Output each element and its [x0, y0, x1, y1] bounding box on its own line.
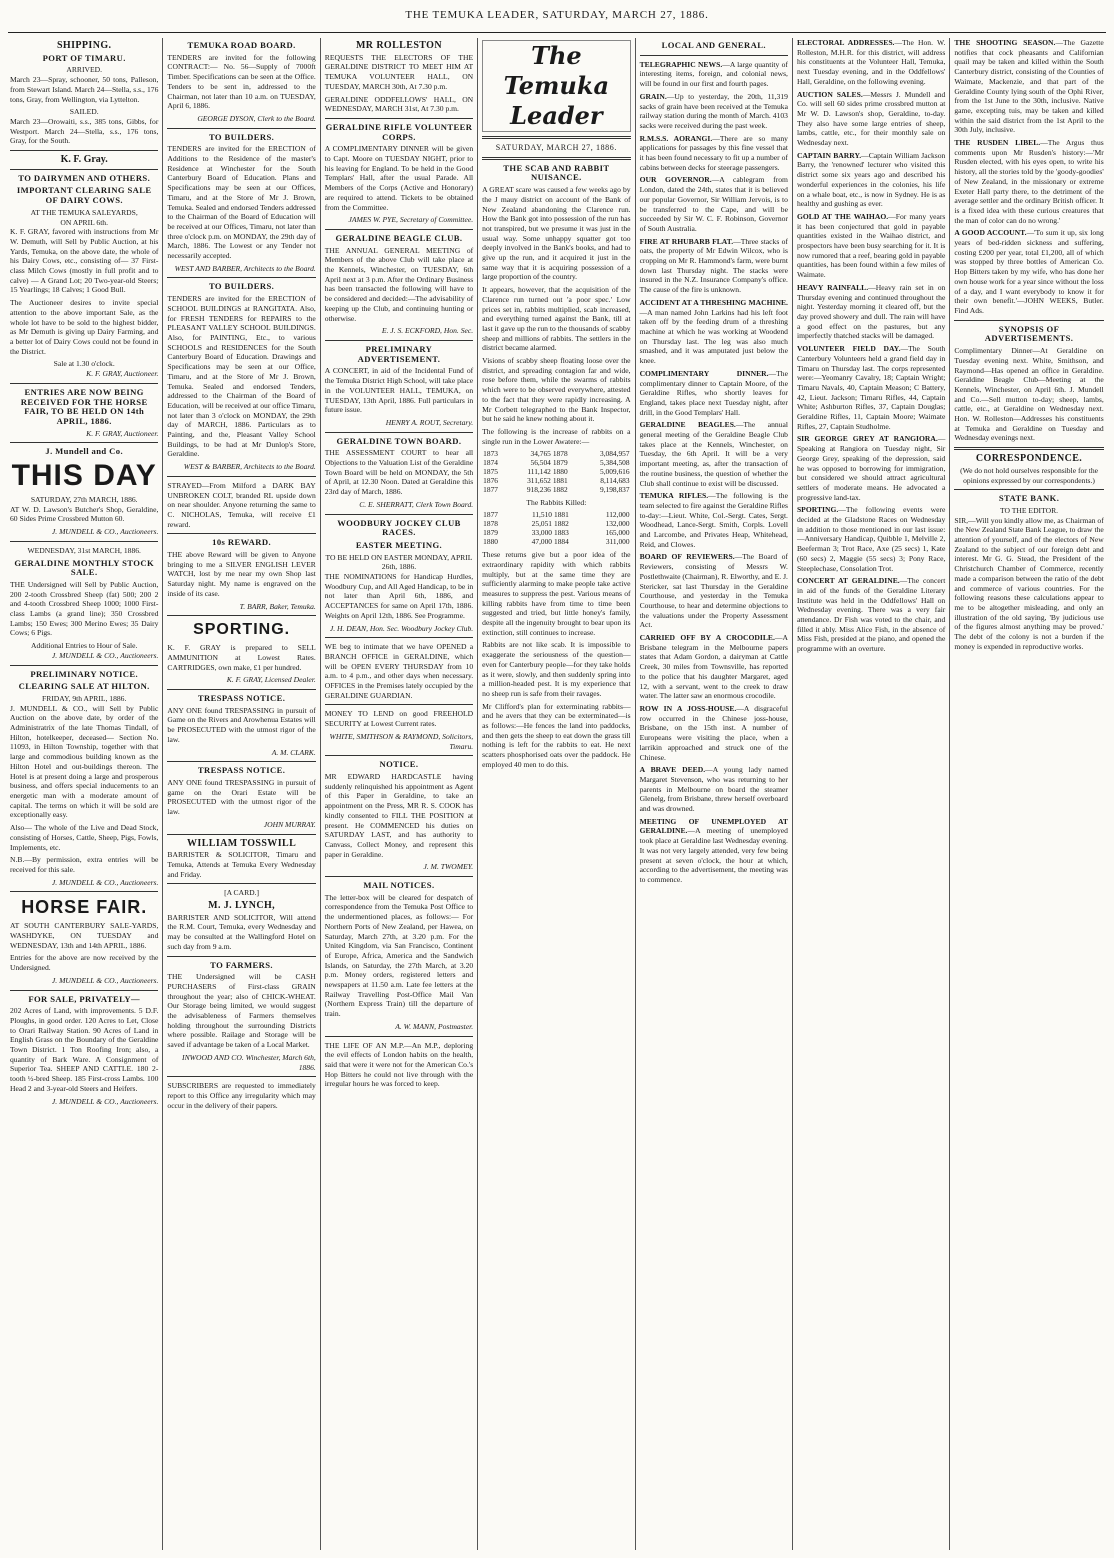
rolleston-text: REQUESTS THE ELECTORS OF THE GERALDINE DISTRICT TO MEET HIM AT TEMUKA VOLUNTEER HALL, ON TUESDAY, MARCH 30th, At 7.30 p.m. — [324, 52, 474, 91]
editor-heading: TO THE EDITOR. — [1000, 505, 1059, 515]
mundell-name: J. Mundell and Co. — [45, 446, 124, 457]
rifle-text: A COMPLIMENTARY DINNER will be given to Capt. Moore on TUESDAY NIGHT, prior to his leaving for England. To be held in the Good Templars' Hall, after the usual Parade. All Members of the Corps (Active and Honorary) are required to attend. Tickets to be obtained from the Committee. — [324, 144, 474, 212]
beagle-text: THE ANNUAL GENERAL MEETING of Members of the above Club will take place at the Kennels, Winchester, on TUESDAY, 6th April next at 3 p.m. After the Ordinary Business has been transacted the following will have to be considered and decided:—The advisability of keeping up the Club, and continuing hunting or otherwise. — [324, 245, 474, 323]
news-item: ROW IN A JOSS-HOUSE.—A disgraceful row occurred in the Chinese joss-house, Brisbane, on the 15th inst. A number of Europeans were visiting the place, when a larrikin approached and struck one of the Chinese. — [639, 704, 788, 762]
trespass2-signature: JOHN MURRAY. — [263, 819, 316, 829]
divider — [325, 514, 473, 515]
subscribers-text: SUBSCRIBERS are requested to immediately report to this Office any irregularity which may occur in the delivery of their papers. — [167, 1081, 316, 1110]
divider — [167, 128, 315, 129]
table-row: 1875 111,142 1880 5,009,616 — [483, 467, 630, 477]
rolleston-heading: MR ROLLESTON — [355, 40, 442, 51]
divider — [167, 615, 315, 616]
news-item: SPORTING.—The following events were decided at the Gladstone Races on Wednesday in addition to those mentioned in our last issue:—Anniversary Handicap, Quibble 1, Melville 2, Beeferman 3; Trot Race, Axe (25 secs) 1, Kate (60 secs) 2, Maggie (55 secs) 3; Pony Race, Steeplechase, Consolation Trot. — [796, 505, 946, 573]
divider — [10, 541, 158, 542]
easter-signature: J. H. DEAN, Hon. Sec. Woodbury Jockey Club. — [329, 623, 474, 633]
issue-date: SATURDAY, MARCH 27, 1886. — [495, 143, 617, 152]
easter-text: THE NOMINATIONS for Handicap Hurdles, Woodbury Cup, and All Aged Handicap, to be in not later than April 6th, 1886, and ACCEPTANCES for same on April 17th, 1886. Weights on April 12th, 1886. See Programme. — [324, 572, 474, 620]
monthly-note: Additional Entries to Hour of Sale. — [31, 641, 138, 651]
news-item: TELEGRAPHIC NEWS.—A large quantity of interesting items, foreign, and colonial news, will be found in our first and fourth pages. — [639, 59, 788, 89]
synopsis-text: Complimentary Dinner—At Geraldine on Tuesday evening next. White, Smithson, and Raymond—Has opened an office in Geraldine. Geraldine Beagle Club—Meeting at the Kennels, Winchester, on April 6th. J. Mundell and Co.—Sell mutton to-day; sheep, lambs, cattle, etc., at Geraldine on Wednesday next. Hon. W. Rolleston—Addresses his constituents at Temuka and Geraldine on Tuesday and Wednesday evenings next. — [954, 346, 1104, 443]
state-bank-heading: STATE BANK. — [998, 493, 1060, 504]
scab-paragraph: Visions of scabby sheep floating loose over the district, and spreading contagion far and wide, rose before them, while the swarms of rabbits which were to be observed everywhere, attested to the fact that they were rapidly increasing. A Mr Corbett telegraphed to the Bank Inspector, but he said he knew nothing about it. — [482, 356, 631, 424]
strayed-text: STRAYED—From Milford a DARK BAY UNBROKEN COLT, branded RL upside down on near shoulder. Anyone returning the same to C. NICHOLAS, Temuka, will receive £1 reward. — [167, 480, 316, 529]
sailed-label: SAILED. — [69, 107, 99, 117]
gray-time: Sale at 1.30 o'clock. — [53, 359, 115, 369]
easter-sub: TO BE HELD ON EASTER MONDAY, APRIL 26th, 1886. — [325, 552, 473, 572]
trespass2-text: ANY ONE found TRESPASSING in pursuit of game on the Orari Estate will be PROSECUTED with the utmost rigor of the law. — [167, 778, 316, 817]
news-item: AUCTION SALES.—Messrs J. Mundell and Co. will sell 60 sides prime crossbred mutton at Mr W. D. Lawson's shop, Geraldine, to-day. They also have some large entries of sheep, lambs, cattle, etc., for their monthly sale on Wednesday next. — [796, 89, 946, 148]
mail-heading: MAIL NOTICES. — [363, 880, 435, 891]
this-day-banner: THIS DAY — [11, 459, 157, 493]
this-day-date: SATURDAY, 27th MARCH, 1886. — [30, 495, 138, 505]
monthly-heading: GERALDINE MONTHLY STOCK SALE. — [14, 557, 155, 578]
tosswill-name: WILLIAM TOSSWILL — [187, 837, 297, 849]
table-row: 1880 47,000 1884 311,000 — [483, 537, 630, 547]
sporting-text: K. F. GRAY is prepared to SELL AMMUNITION at Lowest Rates. CARTRIDGES, own make, £1 per hundred. — [167, 643, 316, 672]
masthead-rule — [8, 32, 1106, 33]
date-line: ON APRIL 6th. — [60, 217, 108, 227]
hilton-nb: N.B.—By permission, extra entries will be received for this sale. — [10, 855, 159, 874]
divider — [167, 476, 315, 477]
scab-heading: THE SCAB AND RABBIT NUISANCE. — [503, 162, 610, 183]
correspondence-heading: CORRESPONDENCE. — [975, 453, 1083, 465]
sailed-text: March 23—Orowaiti, s.s., 385 tons, Gibbs, for Westport. March 24—Stella, s.s., 176 tons, Gray, for the South. — [10, 116, 159, 146]
trespass2-heading: TRESPASS NOTICE. — [197, 765, 286, 776]
divider — [325, 637, 473, 638]
column-5 — [636, 38, 793, 1550]
trespass-text: ANY ONE found TRESPASSING in pursuit of Game on the Rivers and Arowhenua Estates will be PROSECUTED with the utmost rigor of the law. — [167, 705, 316, 744]
builders-signature: WEST AND BARBER, Architects to the Board. — [174, 263, 316, 273]
divider — [10, 150, 158, 151]
table-row: 1874 56,504 1879 5,384,508 — [483, 458, 630, 468]
divider — [325, 340, 473, 341]
scab-paragraph: It appears, however, that the acquisition of the Clarence run turned out 'a poor spec.' Low prices set in, rabbits multiplied, scab increased, and everything turned against the Bank, till at last it gave up the run to the thousands of scabby sheep and millions of rabbits. The settlers in the district became alarmed. — [482, 285, 631, 353]
table-row: 1877 11,510 1881 112,000 — [483, 510, 630, 520]
gray-signature: K. F. GRAY, Auctioneer. — [86, 369, 159, 379]
gray-note: The Auctioneer desires to invite special attention to the above important Sale, as the whole lot have to be sold to the highest bidder, as Mr Demuth is giving up Dairy Farming, and a better lot of Dairy Cows could not be found in the District. — [10, 298, 159, 356]
easter-heading: EASTER MEETING. — [355, 539, 443, 550]
trespass-signature: A. M. CLARK. — [271, 747, 316, 757]
farmers-heading: TO FARMERS. — [210, 959, 273, 970]
divider — [167, 277, 315, 278]
column-3 — [321, 38, 478, 1550]
notice-signature: J. M. TWOMEY. — [423, 862, 474, 872]
news-item: GRAIN.—Up to yesterday, the 20th, 11,319 sacks of grain have been received at the Temuka railway station during the month of March. 4103 sacks were received during the past week. — [639, 91, 788, 130]
divider — [167, 883, 315, 884]
skins-table — [482, 449, 630, 494]
table-row: 1877 918,236 1882 9,198,837 — [483, 485, 630, 495]
entries-heading: ENTRIES ARE NOW BEING RECEIVED FOR THE HORSE FAIR, TO BE HELD ON 14th APRIL, 1886. — [20, 386, 148, 426]
divider — [10, 169, 158, 170]
divider — [10, 665, 158, 666]
hilton-signature: J. MUNDELL & CO., Auctioneers. — [51, 877, 159, 887]
scab-paragraph: Mr Clifford's plan for exterminating rabbits—and he avers that they can be exterminated—is as follows:—He fences the land into paddocks, and then gets the sheep to eat down the grass till nothing is left for the rabbits to eat. He next scatters phosphorised oats over the paddock. He employed 40 men to do this. — [482, 701, 631, 769]
builders-text: TENDERS are invited for the ERECTION of Additions to the Residence of the master's Residence at Winchester for the South Canterbury Board of Education. Plans and Specifications may be seen at our Offices, Timaru, and at the Store of Mr J. Brown, Temuka. Sealed and endorsed Tenders addressed to the Chairman of the Board of Education will be received at our Offices, Timaru, not later than three o'clock p.m. on MONDAY, the 29th day of March, 1886. The Lowest or any Tender not necessarily accepted. — [167, 144, 316, 261]
jockey-heading: WOODBURY JOCKEY CLUB RACES. — [337, 517, 461, 538]
divider — [10, 383, 158, 384]
nameplate: The Temuka Leader — [482, 40, 630, 132]
port-heading: PORT OF TIMARU. — [42, 52, 126, 63]
divider — [640, 55, 788, 56]
news-item: CARRIED OFF BY A CROCODILE.—A Brisbane telegram in the Melbourne papers states that Adam Gordon, a dairyman at Cattle Creek, 30 miles from Townsville, has reported to the police that his daughter Margaret, aged 12, with a servant, went to the creek to draw water. The latter saw an enormous crocodile. — [639, 633, 788, 701]
lynch-name: M. J. LYNCH, — [208, 900, 276, 912]
notice-heading: NOTICE. — [379, 759, 419, 770]
divider — [167, 834, 315, 835]
road-signature: GEORGE DYSON, Clerk to the Board. — [197, 113, 316, 123]
card-label: [A CARD.] — [224, 888, 260, 898]
divider — [167, 761, 315, 762]
masthead-title: THE TEMUKA LEADER, SATURDAY, MARCH 27, 1886. — [405, 9, 709, 21]
sporting-banner: SPORTING. — [193, 621, 291, 639]
news-item: CAPTAIN BARRY.—Captain William Jackson Barry, the 'renowned' lecturer who visited this district some six years ago and described his wonderful experiences in the colonies, his life on a whale boat, etc., is now in Sydney. He is as healthy and gushing as ever. — [796, 150, 946, 209]
news-item: THE SHOOTING SEASON.—The Gazette notifies that cock pheasants and Californian quail may be taken and killed within the South Canterbury district, consisting of the Counties of Waimate, Mackenzie, and that part of the Geraldine County lying south of the Ophi River, from the 1st June to the 30th, inclusive. Native game, excepting tuis, may be taken and killed within the said district from the 1st April to the 30th July, inclusive. — [954, 38, 1104, 135]
entries-signature: K. F. GRAY, Auctioneer. — [86, 428, 159, 438]
branch-text: WE beg to intimate that we have OPENED a BRANCH OFFICE in GERALDINE, which will be OPEN EVERY THURSDAY from 10 a.m. to 4 p.m., and other days when necessary. OFFICES in the Premises lately occupied by the GERALDINE GUARDIAN. — [324, 642, 474, 700]
private-heading: FOR SALE, PRIVATELY— — [28, 993, 141, 1004]
horse-fair-banner: HORSE FAIR. — [21, 897, 148, 918]
tosswill-text: BARRISTER & SOLICITOR, Timaru and Temuka, Attends at Temuka Every Wednesday and Friday. — [167, 850, 316, 879]
shipping-heading: SHIPPING. — [56, 40, 112, 51]
yards-line: AT THE TEMUKA SALEYARDS, — [30, 207, 138, 217]
builders-heading: TO BUILDERS. — [208, 131, 275, 142]
money-signature: WHITE, SMITHSON & RAYMOND, Solicitors, Timaru. — [329, 731, 474, 751]
notice-text: MR EDWARD HARDCASTLE having suddenly relinquished his appointment as Agent of this Paper in Geraldine, to take an appointment on the Press, MR R. S. COOK has kindly consented to FILL THE POSITION at present. He COMMENCED his duties on SATURDAY LAST, and has authority to Canvass, Collect Money, and represent this paper in Geraldine. — [324, 772, 474, 859]
road-text: TENDERS are invited for the following CONTRACT:— No. 56—Supply of 7000ft Timber. Specifications can be seen at the Office. Tenders to be sent in, addressed to the Chairman, not later than 10 a.m. on TUESDAY, April 6, 1886. — [167, 52, 316, 111]
divider — [167, 689, 315, 690]
table-row: 1876 311,652 1881 8,114,683 — [483, 476, 630, 486]
news-item: HEAVY RAINFALL.—Heavy rain set in on Thursday evening and continued throughout the night. Yesterday morning it cleared off, but the day proved showery and dull. The rain will have a good effect on the pastures, but any imperfectly thatched stacks will be damaged. — [796, 282, 946, 341]
money-text: MONEY TO LEND on good FREEHOLD SECURITY at Lowest Current rates. — [324, 709, 474, 729]
divider — [325, 1036, 473, 1037]
table-row: 1878 25,051 1882 132,000 — [483, 519, 630, 529]
news-item: OUR GOVERNOR.—A cablegram from London, dated the 24th, states that it is believed our popular Governor, Sir William Jervois, is to be transferred to the Cape, and will be succeeded by Sir W. C. F. Robinson, Governor of South Australia. — [639, 175, 788, 233]
table-intro: The following is the increase of rabbits on a single run in the Lower Awatere:— — [482, 426, 631, 446]
column-2 — [163, 38, 320, 1550]
hilton-also: Also— The whole of the Live and Dead Stock, consisting of Horses, Cattle, Sheep, Pigs, Fowls, Implements, etc. — [10, 823, 159, 852]
townboard-text: THE ASSESSMENT COURT to hear all Objections to the Valuation List of the Geraldine Town Board will be held on MONDAY, the 5th of April, at 12.30 Noon. Dated at Geraldine this 23rd day of March, 1886. — [324, 448, 474, 497]
divider — [167, 956, 315, 957]
hilton-heading: CLEARING SALE AT HILTON. — [18, 681, 150, 692]
news-item: FIRE AT RHUBARB FLAT.—Three stacks of oats, the property of Mr Edwin Wilcox, who is cropping on Mr R. Hammond's farm, were burnt down last Thursday night. The stacks were insured in the N.Z. Insurance Company's office. The cause of the fire is unknown. — [639, 236, 788, 295]
table-row: 1873 34,765 1878 3,084,957 — [483, 449, 630, 459]
divider — [10, 990, 158, 991]
divider — [954, 489, 1103, 490]
reward-heading: 10s REWARD. — [212, 537, 271, 548]
divider — [954, 320, 1103, 321]
news-item: MEETING OF UNEMPLOYED AT GERALDINE.—A meeting of unemployed took place at Geraldine last Wednesday evening. It was not very largely attended, very few being present at seven o'clock, the hour at which, according to the advertisement, the meeting was to commence. — [639, 816, 788, 884]
private-signature: J. MUNDELL & CO., Auctioneers. — [51, 1096, 159, 1106]
beagle-heading: GERALDINE BEAGLE CLUB. — [335, 232, 463, 243]
dairy-heading: TO DAIRYMEN AND OTHERS. — [18, 172, 151, 183]
horse-fair-text: AT SOUTH CANTERBURY SALE-YARDS, WASHDYKE, ON TUESDAY and WEDNESDAY, 13th and 14th APRIL, 1886. — [10, 921, 159, 950]
news-item: ACCIDENT AT A THRESHING MACHINE.—A man named John Larkins had his left foot taken off by the feeding drum of a threshing machine at which he was working at Woodend on Thursday last. The leg was also much smashed, and it was amputated just below the knee. — [639, 297, 788, 366]
beagle-signature: E. J. S. ECKFORD, Hon. Sec. — [381, 326, 474, 336]
scab-paragraph: Rabbits are not like scab. It is impossible to exaggerate the seriousness of the question—even for Canterbury people—for they take holds as it were, slowly, and then suddenly spring into a million-headed pest. It is my experience that no sheep run is safe from their ravages. — [482, 640, 631, 698]
news-item: CONCERT AT GERALDINE.—The concert in aid of the funds of the Geraldine Literary Institute was held in the Oddfellows' Hall on Wednesday evening. There was a very fair attendance. Dr Fish was voted to the chair, and filled it ably. Miss Alice Fish, in the absence of Miss Fish, presided at the piano, and opened the programme with an overture. — [796, 576, 946, 654]
divider — [325, 229, 473, 230]
lawson-signature: J. MUNDELL & CO., Auctioneers. — [51, 527, 159, 537]
scab-paragraph: A GREAT scare was caused a few weeks ago by the J mauy district on account of the Bank of New Zealand abandoning the Clarence run. How the Bank got into possession of the run has not transpired, but we presume it was just in the usual way. Some unhappy squatter got too deeply involved in the Bank's books, and had to give up the run, and it acquired it just in the same way that it is acquiring possession of a large proportion of the country. — [482, 185, 631, 282]
news-item: TEMUKA RIFLES.—The following is the team selected to fire against the Geraldine Rifles to-day:—Lieut. White, Col.-Sergt. Cates, Sergt. Woodhead, Lance-Sergt. Smith, Corpls. Lovell and Larcombe, and Privates Heap, Whitehead, Reid, and Clowes. — [639, 491, 788, 549]
synopsis-heading: SYNOPSIS OF ADVERTISEMENTS. — [984, 323, 1074, 344]
lynch-text: BARRISTER AND SOLICITOR, Will attend the R.M. Court, Temuka, every Wednesday and may be consulted at the Wallingford Hotel on such day from 9 a.m. — [167, 912, 316, 951]
scab-paragraph: These returns give but a poor idea of the extraordinary rapidity with which rabbits multiply, but at the same time they are sufficiently alarming to make people take active measures to suppress the pest. Various means of killing rabbits have from time to time been suggested and tried, but little honey's family, despite all the ingenuity brought to bear upon its extinction, still continues to increase. — [482, 550, 631, 637]
mail-text: The letter-box will be cleared for despatch of correspondence from the Temuka Post Office to the undermentioned places, as follows:— For Northern Ports of New Zealand, per Hawea, on Saturday, March 27th, at 3.20 p.m. For the United Kingdom, via San Francisco, Continent of Europe, Africa, America and the Sandwich Islands, on Saturday, the 27th March, at 3.20 p.m. Money orders, registered letters and newspapers at 11.50 a.m. Late fee letters at the Railway Travelling Post-Office Mail Van (Northern Express Train) till the departure of train. — [324, 892, 474, 1019]
townboard-heading: GERALDINE TOWN BOARD. — [336, 435, 462, 446]
news-item: BOARD OF REVIEWERS.—The Board of Reviewers, consisting of Messrs W. Postlethwaite (Chairman), R. Elworthy, and E. J. Stericker, sat last Thursday in the Geraldine Courthouse, and yesterday in the Temuka Courthouse, to hear and determine objections to the valuations under the Property Assessment Act. — [639, 552, 788, 630]
divider — [167, 1076, 315, 1077]
killed-intro: The Rabbits Killed: — [526, 498, 587, 508]
clearing-heading: IMPORTANT CLEARING SALE OF DAIRY COWS. — [16, 185, 152, 206]
monthly-text: THE Undersigned will Sell by Public Auction, 200 2-tooth Crossbred Sheep (fat) 500; 200 2 and 4-tooth Crossbred Sheep 1000; 1000 First-class Lambs (a grand line); 350 Crossbred Lambs; 150 Ewes; 300 Merino Ewes; 35 Dairy Cows; 6 Pigs. — [10, 579, 159, 638]
news-item: A BRAVE DEED.—A young lady named Margaret Stevenson, who was returning to her parents in Melbourne on board the steamer Glenelg, from Brisbane, threw herself overboard and was drowned. — [639, 765, 788, 814]
concert-text: A CONCERT, in aid of the Incidental Fund of the Temuka District High School, will take place in the VOLUNTEER HALL, TEMUKA, on TUESDAY, 13th April, 1886. Full particulars in future issue. — [324, 366, 474, 415]
gray-body: K. F. GRAY, favored with instructions from Mr W. Demuth, will Sell by Public Auction, at his Yards, Temuka, on the above date, the whole of his Dairy Cows, etc., consisting of— 37 First-class Milch Cows (mostly in full profit and to calve) — A Grand Lot; 20 Two-year-old Steers; 15 Yearlings; 18 Calves; 1 Good Bull. — [10, 227, 159, 295]
builders2-heading: TO BUILDERS. — [208, 281, 275, 292]
farmers-signature: INWOOD AND CO. Winchester, March 6th, 1886. — [182, 1052, 316, 1072]
concert-signature: HENRY A. ROUT, Secretary. — [385, 417, 474, 427]
divider — [482, 136, 630, 139]
column-1 — [6, 38, 163, 1550]
divider — [325, 755, 473, 756]
builders2-signature: WEST & BARBER, Architects to the Board. — [183, 462, 316, 472]
divider — [10, 442, 158, 443]
news-item: COMPLIMENTARY DINNER.—The complimentary dinner to Captain Moore, of the Geraldine Rifles, who shortly leaves for England, takes place next Tuesday night, after drill, in the Good Templars' Hall. — [639, 368, 788, 417]
news-item: VOLUNTEER FIELD DAY.—The South Canterbury Volunteers held a grand field day in Timaru on Thursday last. The corps represented were:—Yeomanry Cavalry, 18; Captain Wright; Timaru Navals, 40, Captain Meason; C Battery, 42, Lieut. Jackson; Timaru Rifles, 44, Captain White; Ashburton Rifles, 37, Captain Douglas; Geraldine Rifles, 11, Captain Moore; Waimate Rifles, 27, Captain Studholme. — [796, 344, 946, 431]
news-item: SIR GEORGE GREY AT RANGIORA.—Speaking at Rangiora on Tuesday night, Sir George Grey, speaking of the depression, said he was opposed to borrowing for immigration, but considered we should attract agricultural settlers of moderate means. He advocated a progressive land-tax. — [796, 434, 946, 502]
reward-signature: T. BARR, Baker, Temuka. — [239, 601, 316, 611]
lawson-text: AT W. D. Lawson's Butcher's Shop, Geraldine, 60 Sides Prime Crossbred Mutton 60. — [10, 504, 159, 524]
wed-date: WEDNESDAY, 31st MARCH, 1886. — [27, 545, 141, 555]
arrived-label: ARRIVED. — [66, 65, 103, 75]
news-item: ELECTORAL ADDRESSES.—The Hon. W. Rolleston, M.H.R. for this district, will address his constituents at the Volunteer Hall, Temuka, next Tuesday evening, and in the Oddfellows' Hall, Geraldine, on the following evening. — [796, 38, 946, 86]
table-row: 1879 33,000 1883 165,000 — [483, 528, 630, 538]
news-item: R.M.S.S. AORANGI.—There are so many applications for passages by this fine vessel that it has been found necessary to fit up a number of cabins between decks for steerage passengers. — [639, 133, 788, 172]
divider — [325, 432, 473, 433]
trespass-heading: TRESPASS NOTICE. — [197, 693, 286, 704]
news-item: A GOOD ACCOUNT.—'To sum it up, six long years of bed-ridden sickness and suffering, costing £200 per year, total £1,200, all of which was stopped by three bottles of American Co. Hop Bitters taken by my wife, who has done her own house work for a year since without the loss of a day, and I want everybody to know it for their own benefit.'—JOHN WEEKS, Butler. Find Ads. — [954, 228, 1104, 315]
column-7 — [950, 38, 1107, 1550]
road-heading: TEMUKA ROAD BOARD. — [187, 40, 296, 50]
hilton-text: J. MUNDELL & CO., will Sell by Public Auction on the above date, by order of the Administratrix of the late Thomas Tindall, of Hilton, hotelkeeper, deceased— Section No. 11093, in Hilton Township, together with that large and commodious building known as the Hilton Hotel and out-buildings thereon. The Hotel is at present doing a large and prosperous business, and offers special inducements to an energetic man with a moderate amount of capital. The terms on which it will be sold are exceptionally easy. — [10, 703, 159, 820]
rifle-heading: GERALDINE RIFLE VOLUNTEER CORPS. — [325, 121, 473, 142]
life-text: THE LIFE OF AN M.P.—An M.P., deploring the evil effects of London habits on the health, said that were it were not for the American Co.'s Hop Bitters he could not live through with the irregular hours he was forced to keep. — [324, 1040, 474, 1089]
state-bank-text: SIR,—Will you kindly allow me, as Chairman of the New Zealand State Bank League, to draw the attention of yourself, and of the electors of New Zealand to the subject of our foreign debt and interest. Mr G. G. Stead, the President of the Christchurch Chamber of Commerce, recently made a comparison between the ratio of the debt and commerce of various countries. For the following reasons these calculations appear to me to be altogether misleading, and only an illustration of the old saying, 'By judicious use of the figures almost anything may be proved.' The debt of the colony is not a burden if the money is expended in reproductive works. — [954, 515, 1104, 651]
news-item: GERALDINE BEAGLES.—The annual general meeting of the Geraldine Beagle Club takes place at the Kennels, Winchester, on Tuesday, the 6th April. It will be a very important meeting, as, after the transaction of the routine business, the question of whether the Club shall continue to exist will be discussed. — [639, 420, 788, 488]
mail-signature: A. W. MANN, Postmaster. — [395, 1021, 474, 1031]
horse-fair-signature: J. MUNDELL & CO., Auctioneers. — [51, 975, 159, 985]
correspondence-note: (We do not hold ourselves responsible for the opinions expressed by our correspondents.) — [960, 465, 1099, 485]
gray-name: K. F. Gray. — [60, 154, 108, 166]
arrived-text: March 23—Spray, schooner, 50 tons, Palleson, from Stewart Island. March 24—Stella, s.s., 176 tons, Gray, from Wellington, via Lyttelton. — [10, 75, 159, 104]
column-4 — [478, 38, 635, 1550]
townboard-signature: C. E. SHERRATT, Clerk Town Board. — [359, 499, 474, 509]
farmers-text: THE Undersigned will be CASH PURCHASERS of First-class GRAIN throughout the year; also of CHICK-WHEAT. Our Storage being limited, we would suggest the advisableness of Farmers themselves holding throughout the surrounding Districts where possible. Railage and Storage will be saved if advantage be taken of a Local Market. — [167, 972, 316, 1050]
newspaper-columns — [6, 38, 1108, 1550]
monthly-signature: J. MUNDELL & CO., Auctioneers. — [51, 650, 159, 660]
prelim-heading: PRELIMINARY NOTICE. — [30, 668, 139, 679]
column-6 — [793, 38, 950, 1550]
local-heading: LOCAL AND GENERAL. — [661, 40, 766, 50]
divider — [10, 891, 158, 892]
divider — [167, 533, 315, 534]
divider — [482, 157, 630, 160]
divider — [325, 118, 473, 119]
rifle-signature: JAMES W. PYE, Secretary of Committee. — [348, 215, 474, 225]
news-item: GOLD AT THE WAIHAO.—For many years it has been conjectured that gold in payable quantities existed in the Waihao district, and prospectors have been busy searching for it. It is now rumored that a reef, bearing gold in payable quantities, has been found within a few miles of Waimate. — [796, 211, 946, 280]
news-item: THE RUSDEN LIBEL.—The Argus thus comments upon Mr Rusden's history:—'Mr Rusden elected, with his eyes open, to write his history, all the stories told by the 'goody-goodies' of New Zealand, in the missionary or extreme Exeter Hall party there, to the detriment of the average settler and the ordinary British officer. It is a fixed idea with these curious creatures that the man of color can do no wrong.' — [954, 138, 1104, 225]
divider — [954, 447, 1103, 450]
sporting-signature: K. F. GRAY, Licensed Dealer. — [226, 675, 316, 685]
prelim-ad-heading: PRELIMINARY ADVERTISEMENT. — [357, 343, 441, 364]
oddfellows-text: GERALDINE ODDFELLOWS' HALL, ON WEDNESDAY, MARCH 31st, At 7.30 p.m. — [324, 94, 474, 114]
killed-table — [482, 510, 630, 546]
divider — [325, 704, 473, 705]
hilton-date: FRIDAY, 9th APRIL, 1886. — [41, 693, 127, 703]
builders2-text: TENDERS are invited for the ERECTION of SCHOOL BUILDINGS at RANGITATA. Also, for FRESH TENDERS for REPAIRS to the PLEASANT VALLEY SCHOOL BUILDINGS. Also, for PAINTING, Etc., to various SCHOOLS and RESIDENCES for the South Canterbury Board of Education. Drawings and Specifications may be seen at our Office, Timaru, and at the Store of Mr J. Brown, Temuka. Sealed and endorsed Tenders, addressed to the Chairman of the Board of Education, will be received at our office Timaru, not later than 3 o'clock on MONDAY, the 29th day of MARCH, 1886. Particulars as to Painting, and the, Pleasant Valley School Buildings, to be had at Mr Dunlop's Store, Geraldine. — [167, 294, 316, 459]
reward-text: THE above Reward will be given to Anyone bringing to me a SILVER ENGLISH LEVER WATCH, lost by me near my own Shop last Saturday night. My name is engraved on the inside of its case. — [167, 550, 316, 598]
divider — [325, 876, 473, 877]
masthead — [0, 0, 1114, 36]
private-text: 202 Acres of Land, with improvements. 5 D.F. Ploughs, in good order. 120 Acres to Let, Close to Orari Railway Station. 90 Acres of Land in English Grass on the Boundary of the Geraldine Town District. 1 Ton Roofing Iron; also, a quantity of Bark Ware. A Consignment of Superior Tea. SHEEP AND CATTLE. 180 2-tooth ½-bred Sheep. 185 First-cross Lambs. 100 Head 2 and 3-year-old Steers and Heifers. — [10, 1006, 159, 1093]
horse-fair-note: Entries for the above are now received by the Undersigned. — [10, 953, 159, 973]
